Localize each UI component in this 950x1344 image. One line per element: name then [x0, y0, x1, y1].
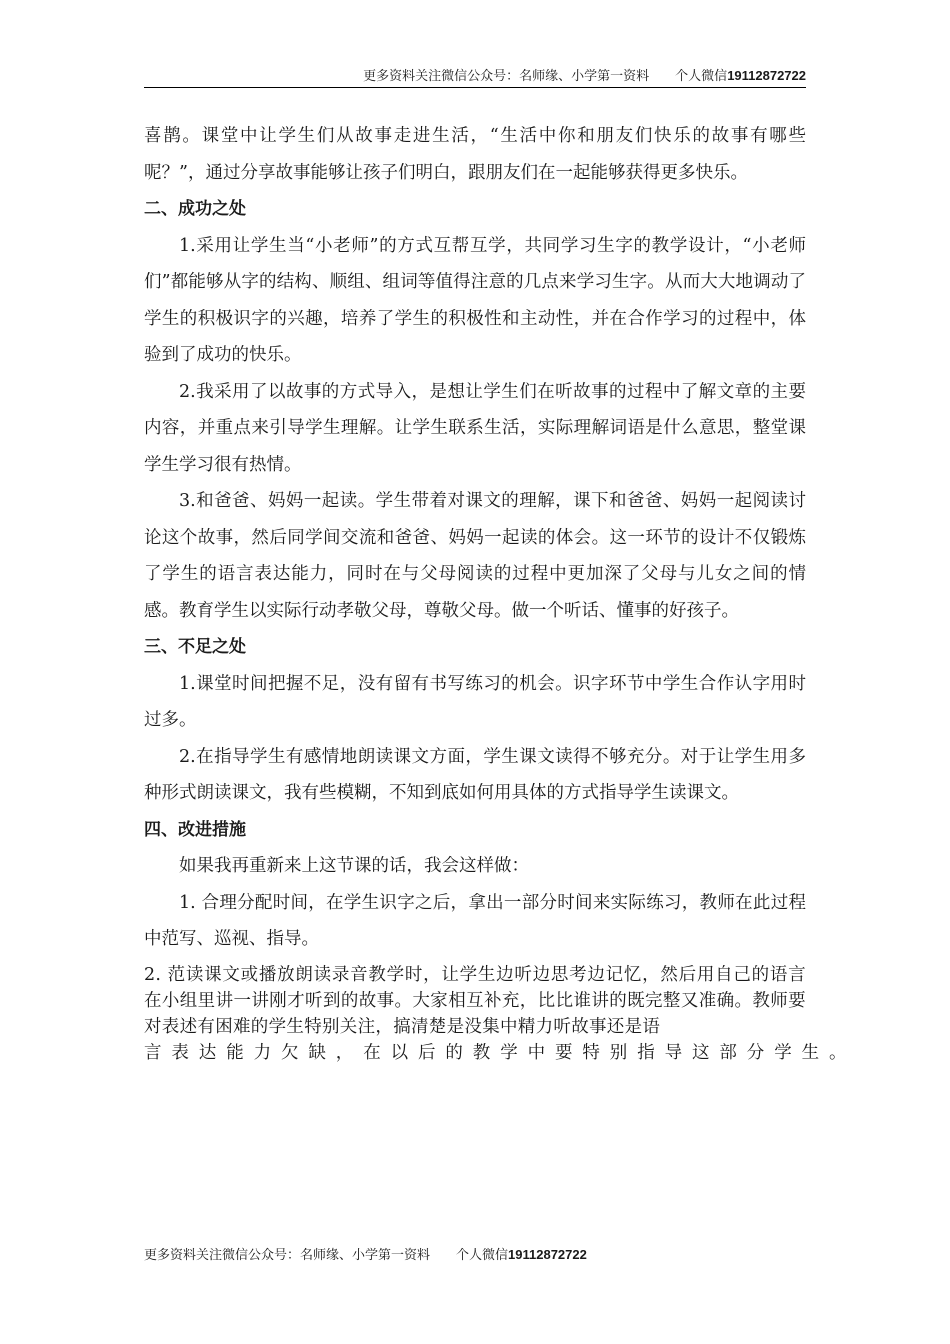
section-heading-improvements: 四、改进措施 [144, 819, 246, 840]
footer-contact-number: 19112872722 [508, 1247, 587, 1262]
header-contact-number: 19112872722 [727, 68, 806, 83]
improvement-item-2-last-line: 言表达能力欠缺，在以后的教学中要特别指导这部分学生。 [144, 1042, 857, 1063]
footer-text: 更多资料关注微信公众号：名师缘、小学第一资料 [144, 1248, 431, 1263]
header-contact-label: 个人微信 [675, 69, 728, 84]
page-footer [144, 1245, 587, 1265]
success-item-3: 3.和爸爸、妈妈一起读。学生带着对课文的理解，课下和爸爸、妈妈一起阅读讨论这个故事，然后同学间交流和爸爸、妈妈一起读的体会。这一环节的设计不仅锻炼了学生的语言表达能力，同时在与父母阅读的过程中更加深了父母与儿女之间的情感。教育学生以实际行动孝敬父母，尊敬父母。做一个听话、懂事的好孩子。 [144, 491, 806, 621]
document-body [144, 118, 857, 1066]
improvement-item-1: 1. 合理分配时间，在学生识字之后，拿出一部分时间来实际练习，教师在此过程中范写、巡视、指导。 [144, 892, 806, 949]
footer-contact-label: 个人微信 [456, 1248, 509, 1263]
improvement-intro: 如果我再重新来上这节课的话，我会这样做： [179, 856, 529, 876]
section-heading-shortcomings: 三、不足之处 [144, 637, 246, 657]
section-heading-successes: 二、成功之处 [144, 199, 246, 219]
success-item-2: 2.我采用了以故事的方式导入，是想让学生们在听故事的过程中了解文章的主要内容，并重点来引导学生理解。让学生联系生活，实际理解词语是什么意思，整堂课学生学习很有热情。 [144, 381, 806, 475]
shortcoming-item-1: 1.课堂时间把握不足，没有留有书写练习的机会。识字环节中学生合作认字用时过多。 [144, 673, 806, 730]
intro-paragraph: 喜鹊。课堂中让学生们从故事走进生活，“生活中你和朋友们快乐的故事有哪些呢？”，通过分享故事能够让孩子们明白，跟朋友们在一起能够获得更多快乐。 [144, 126, 806, 183]
page-header [144, 66, 806, 86]
success-item-1: 1.采用让学生当“小老师”的方式互帮互学，共同学习生字的教学设计，“小老师们”都能够从字的结构、顺组、组词等值得注意的几点来学习生字。从而大大地调动了学生的积极识字的兴趣，培养了学生的积极性和主动性，并在合作学习的过程中，体验到了成功的快乐。 [144, 235, 806, 365]
header-divider [144, 87, 806, 88]
header-text: 更多资料关注微信公众号：名师缘、小学第一资料 [363, 69, 650, 84]
improvement-item-2 [144, 962, 857, 1066]
shortcoming-item-2: 2.在指导学生有感情地朗读课文方面，学生课文读得不够充分。对于让学生用多种形式朗读课文，我有些模糊，不知到底如何用具体的方式指导学生读课文。 [144, 746, 806, 803]
improvement-item-2-text: 2. 范读课文或播放朗读录音教学时，让学生边听边思考边记忆，然后用自己的语言在小组里讲一讲刚才听到的故事。大家相互补充，比比谁讲的既完整又准确。教师要对表述有困难的学生特别关注，搞清楚是没集中精力听故事还是语 [144, 964, 806, 1037]
